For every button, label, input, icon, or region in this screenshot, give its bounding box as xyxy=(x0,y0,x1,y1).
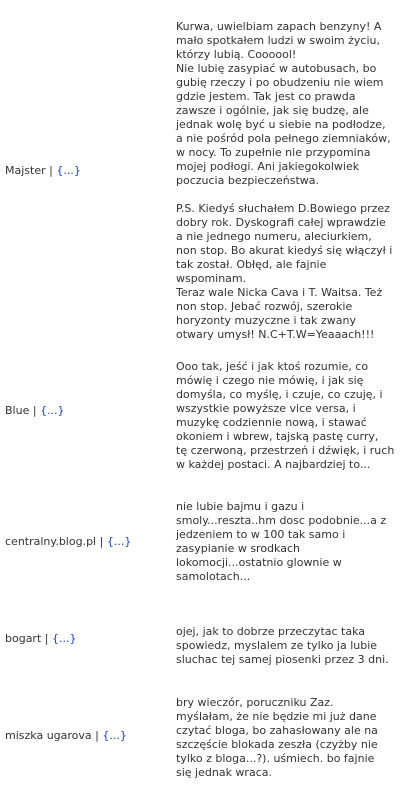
comment-line: gdzie jestem. Tak jest co prawda xyxy=(176,90,356,103)
separator: | xyxy=(44,632,49,645)
comment-line: gubię rzeczy i po obudzeniu nie wiem xyxy=(176,76,384,89)
comment-line xyxy=(176,188,404,202)
comment-line: tak został. Obłęd, ale fajnie xyxy=(176,258,327,271)
comment-text xyxy=(176,360,404,472)
comment-line: się jednak wraca. xyxy=(176,766,272,779)
comment-line: czytać bloga, bo zahasłowany ale na xyxy=(176,724,378,737)
comment-line: Ooo tak, jeść i jak ktoś rozumie, co xyxy=(176,360,369,373)
permalink[interactable]: {...} xyxy=(52,632,77,645)
comment-line: nie lubie bajmu i gazu i xyxy=(176,500,305,513)
comment-line: Teraz wale Nicka Cava i T. Waitsa. Też xyxy=(176,286,383,299)
comment-line: otwary umysł! N.C+T.W=Yeaaach!!! xyxy=(176,328,375,341)
comment-line: mówię i czego nie mówię, i jak się xyxy=(176,374,364,387)
comment-line: smoly...reszta..hm dosc podobnie...a z xyxy=(176,514,387,527)
comment-author xyxy=(5,404,65,418)
comment-line: tę czerwoną, przestrzeń i dźwięk, i ruch xyxy=(176,444,395,457)
comment-line: dobry rok. Dyskografi całej wprawdzie xyxy=(176,216,386,229)
comment-line: w nocy. To zupełnie nie przypomina xyxy=(176,146,371,159)
permalink[interactable]: {...} xyxy=(56,164,81,177)
separator: | xyxy=(99,535,104,548)
comment-text xyxy=(176,625,404,667)
comment-text xyxy=(176,20,404,342)
comment-line: horyzonty muzyczne i tak zwany xyxy=(176,314,357,327)
comment-author xyxy=(5,535,131,549)
permalink[interactable]: {...} xyxy=(40,404,65,417)
author-name: bogart xyxy=(5,632,42,645)
comment-line: bry wieczór, poruczniku Zaz. xyxy=(176,696,334,709)
comment-line: spowiedz, myslalem ze tylko ja lubie xyxy=(176,639,378,652)
comment-line: wspominam. xyxy=(176,272,247,285)
comment-line: mojej podłogi. Ani jakiegokolwiek xyxy=(176,160,360,173)
comment-author xyxy=(5,632,77,646)
comment-line: tylko z bloga...?). uśmiech. bo fajnie xyxy=(176,752,375,765)
author-name: Majster xyxy=(5,164,46,177)
comment-line: jedzeniem to w 100 tak samo i xyxy=(176,528,346,541)
comment-line: non stop. Jebać rozwój, szerokie xyxy=(176,300,353,313)
comment-line: okoniem i wbrew, tajską pastę curry, xyxy=(176,430,379,443)
author-name: miszka ugarova xyxy=(5,729,92,742)
comment-line: non stop. Bo akurat kiedyś się włączył i xyxy=(176,244,393,257)
comment-line: sluchac tej samej piosenki przez 3 dni. xyxy=(176,653,389,666)
comment-line: myślałam, że nie będzie mi już dane xyxy=(176,710,377,723)
author-name: Blue xyxy=(5,404,30,417)
separator: | xyxy=(49,164,53,177)
comment-line: poczucia bezpieczeństwa. xyxy=(176,174,320,187)
comment-line: szczęście blokada zeszła (czyżby nie xyxy=(176,738,378,751)
comment-line: ojej, jak to dobrze przeczytac taka xyxy=(176,625,366,638)
comment-line: wszystkie powyższe vice versa, i xyxy=(176,402,356,415)
comment-text xyxy=(176,696,404,780)
comment-line: lokomocji...ostatnio glownie w xyxy=(176,556,342,569)
comment-line: zasypianie w srodkach xyxy=(176,542,300,555)
separator: | xyxy=(95,729,99,742)
comment-line: którzy lubią. Coooool! xyxy=(176,48,297,61)
comment-author xyxy=(5,164,81,178)
comment-text xyxy=(176,500,404,584)
comment-line: Kurwa, uwielbiam zapach benzyny! A xyxy=(176,20,382,33)
comment-line: muzykę codziennie nową, i stawać xyxy=(176,416,367,429)
comment-author xyxy=(5,729,127,743)
comment-line: a nie jednego numeru, aleciurkiem, xyxy=(176,230,372,243)
separator: | xyxy=(32,404,37,417)
comment-line: jednak wolę być u siebie na podłodze, xyxy=(176,118,386,131)
comment-line: a nie pośród pola pełnego ziemniaków, xyxy=(176,132,391,145)
comment-line: Nie lubię zasypiać w autobusach, bo xyxy=(176,62,377,75)
comment-line: domyśla, co myślę, i czuje, co czuję, i xyxy=(176,388,383,401)
comment-line: samolotach... xyxy=(176,570,251,583)
comment-line: w każdej postaci. A najbardziej to... xyxy=(176,458,371,471)
permalink[interactable]: {...} xyxy=(106,535,132,548)
comment-line: mało spotkałem ludzi w swoim życiu, xyxy=(176,34,380,47)
comment-line: P.S. Kiedyś słuchałem D.Bowiego przez xyxy=(176,202,390,215)
author-name: centralny.blog.pl xyxy=(5,535,97,548)
permalink[interactable]: {...} xyxy=(102,729,127,742)
comment-line: zawsze i ogólnie, jak się budzę, ale xyxy=(176,104,369,117)
